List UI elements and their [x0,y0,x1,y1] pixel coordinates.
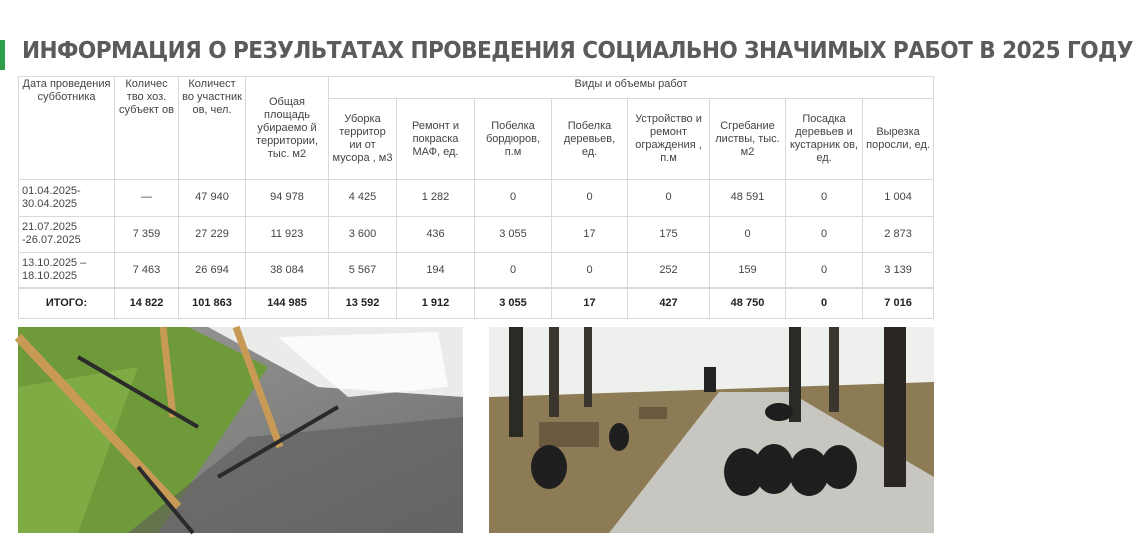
table-cell: 4 425 [329,180,397,216]
table-cell: 26 694 [179,252,246,288]
page-number: 16 [920,519,932,530]
total-label: ИТОГО: [19,288,115,318]
table-cell: 2 873 [863,216,934,252]
table-cell: 0 [552,180,628,216]
table-cell: 0 [786,216,863,252]
table-cell: 0 [786,252,863,288]
table-cell: 175 [628,216,710,252]
table-cell: 5 567 [329,252,397,288]
table-cell: 0 [475,180,552,216]
total-cell: 13 592 [329,288,397,318]
table-cell: 17 [552,216,628,252]
header-work: Ремонт и покраска МАФ, ед. [397,99,475,180]
table-cell: 0 [786,180,863,216]
table-cell: 48 591 [710,180,786,216]
table-cell: 0 [710,216,786,252]
header-work: Побелка деревьев, ед. [552,99,628,180]
park-illustration [489,327,934,533]
table-cell: 0 [552,252,628,288]
photo-rakes-on-pavement [18,327,463,533]
table-cell: 159 [710,252,786,288]
total-cell: 427 [628,288,710,318]
header-area: Общая площадь убираемо й территории, тыс. м2 [246,77,329,180]
table-cell: 47 940 [179,180,246,216]
header-companies: Количес тво хоз. субъект ов [115,77,179,180]
table-cell: 1 282 [397,180,475,216]
row-date: 21.07.2025 -26.07.2025 [19,216,115,252]
table-row [19,216,934,252]
total-cell: 17 [552,288,628,318]
total-cell: 7 016 [863,288,934,318]
total-row [19,288,934,318]
header-work-types: Виды и объемы работ [329,77,934,99]
table-cell: 252 [628,252,710,288]
table-cell: 436 [397,216,475,252]
table-cell: 194 [397,252,475,288]
photo-park-alley [489,327,934,533]
table-row [19,252,934,288]
table-cell: 7 359 [115,216,179,252]
table-cell: 11 923 [246,216,329,252]
table-cell: 27 229 [179,216,246,252]
header-work: Устройство и ремонт ограждения , п.м [628,99,710,180]
title-accent-bar [0,40,5,70]
table-cell: — [115,180,179,216]
table-cell: 38 084 [246,252,329,288]
page-title: ИНФОРМАЦИЯ О РЕЗУЛЬТАТАХ ПРОВЕДЕНИЯ СОЦИАЛЬНО ЗНАЧИМЫХ РАБОТ В 2025 ГОДУ [22,38,1133,64]
total-cell: 3 055 [475,288,552,318]
total-cell: 144 985 [246,288,329,318]
total-cell: 0 [786,288,863,318]
row-date: 13.10.2025 – 18.10.2025 [19,252,115,288]
table-cell: 94 978 [246,180,329,216]
total-cell: 48 750 [710,288,786,318]
rakes-illustration [18,327,463,533]
table-cell: 0 [628,180,710,216]
table-cell: 3 055 [475,216,552,252]
total-cell: 14 822 [115,288,179,318]
row-date: 01.04.2025-30.04.2025 [19,180,115,216]
header-work: Вырезка поросли, ед. [863,99,934,180]
table-cell: 7 463 [115,252,179,288]
header-work: Посадка деревьев и кустарник ов, ед. [786,99,863,180]
total-cell: 101 863 [179,288,246,318]
header-work: Сгребание листвы, тыс. м2 [710,99,786,180]
header-work: Побелка бордюров, п.м [475,99,552,180]
results-table [18,76,934,319]
header-work: Уборка территор ии от мусора , м3 [329,99,397,180]
table-cell: 3 139 [863,252,934,288]
table-cell: 0 [475,252,552,288]
table-cell: 1 004 [863,180,934,216]
table-cell: 3 600 [329,216,397,252]
table-row [19,180,934,216]
header-date: Дата проведения субботника [19,77,115,180]
header-participants: Количест во участник ов, чел. [179,77,246,180]
total-cell: 1 912 [397,288,475,318]
